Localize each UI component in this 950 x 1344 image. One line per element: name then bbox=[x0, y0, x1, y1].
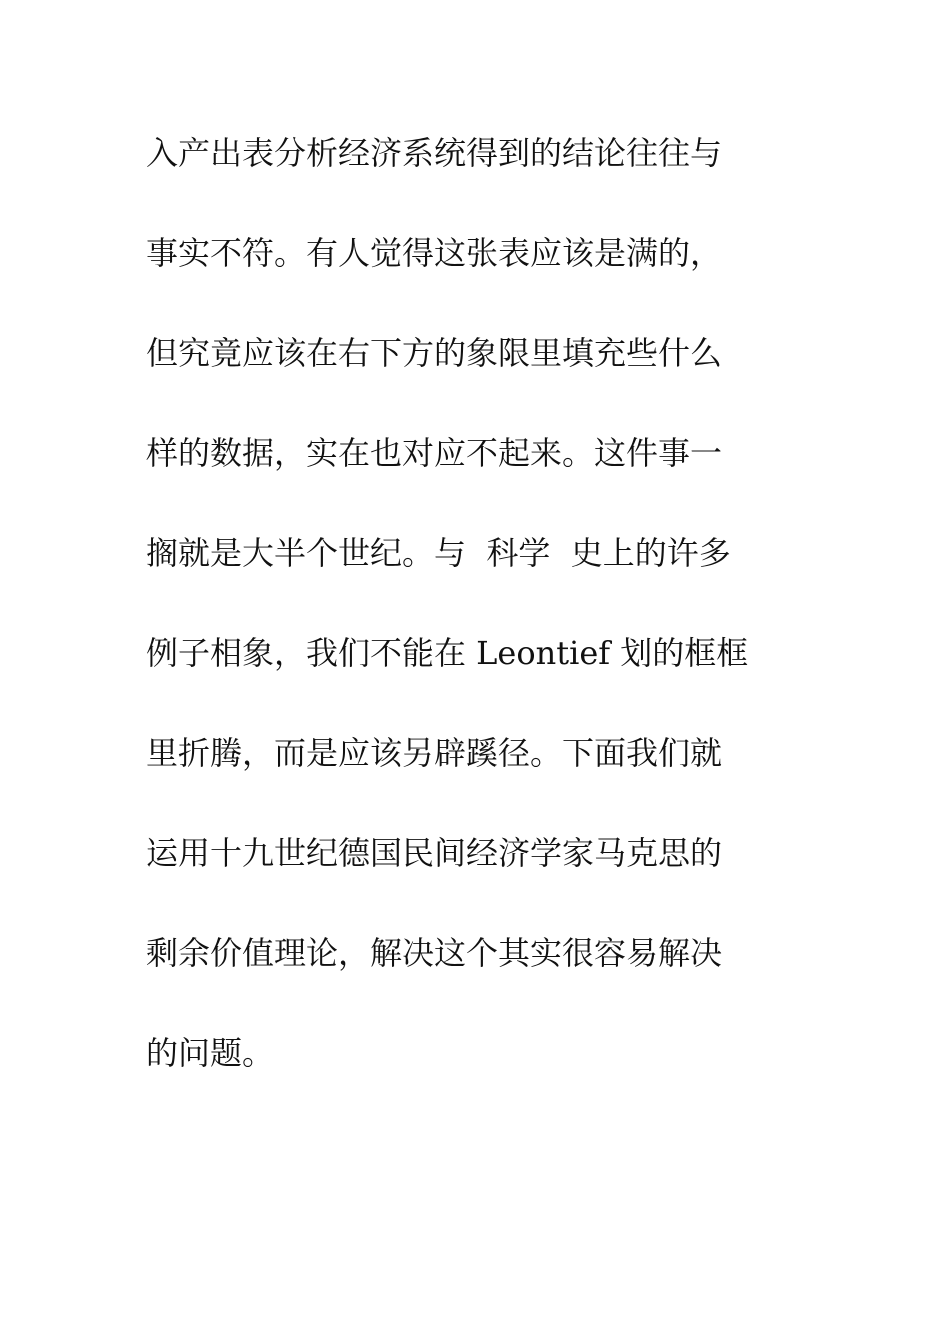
text-line: 运用十九世纪德国民间经济学家马克思的 bbox=[146, 834, 723, 872]
text-line: 事实不符。有人觉得这张表应该是满的， bbox=[146, 234, 723, 272]
text-line: 入产出表分析经济系统得到的结论往往与 bbox=[146, 134, 723, 172]
text-line: 样的数据，实在也对应不起来。这件事一 bbox=[146, 434, 723, 472]
text-line: 搁就是大半个世纪。与 科学 史上的许多 bbox=[146, 534, 731, 572]
text-line: 例子相象，我们不能在 Leontief 划的框框 bbox=[146, 634, 749, 672]
text-line: 的问题。 bbox=[146, 1034, 275, 1072]
text-line: 剩余价值理论，解决这个其实很容易解决 bbox=[146, 934, 723, 972]
text-line: 里折腾，而是应该另辟蹊径。下面我们就 bbox=[146, 734, 723, 772]
body-paragraph bbox=[146, 122, 826, 1122]
text-line: 但究竟应该在右下方的象限里填充些什么 bbox=[146, 334, 723, 372]
